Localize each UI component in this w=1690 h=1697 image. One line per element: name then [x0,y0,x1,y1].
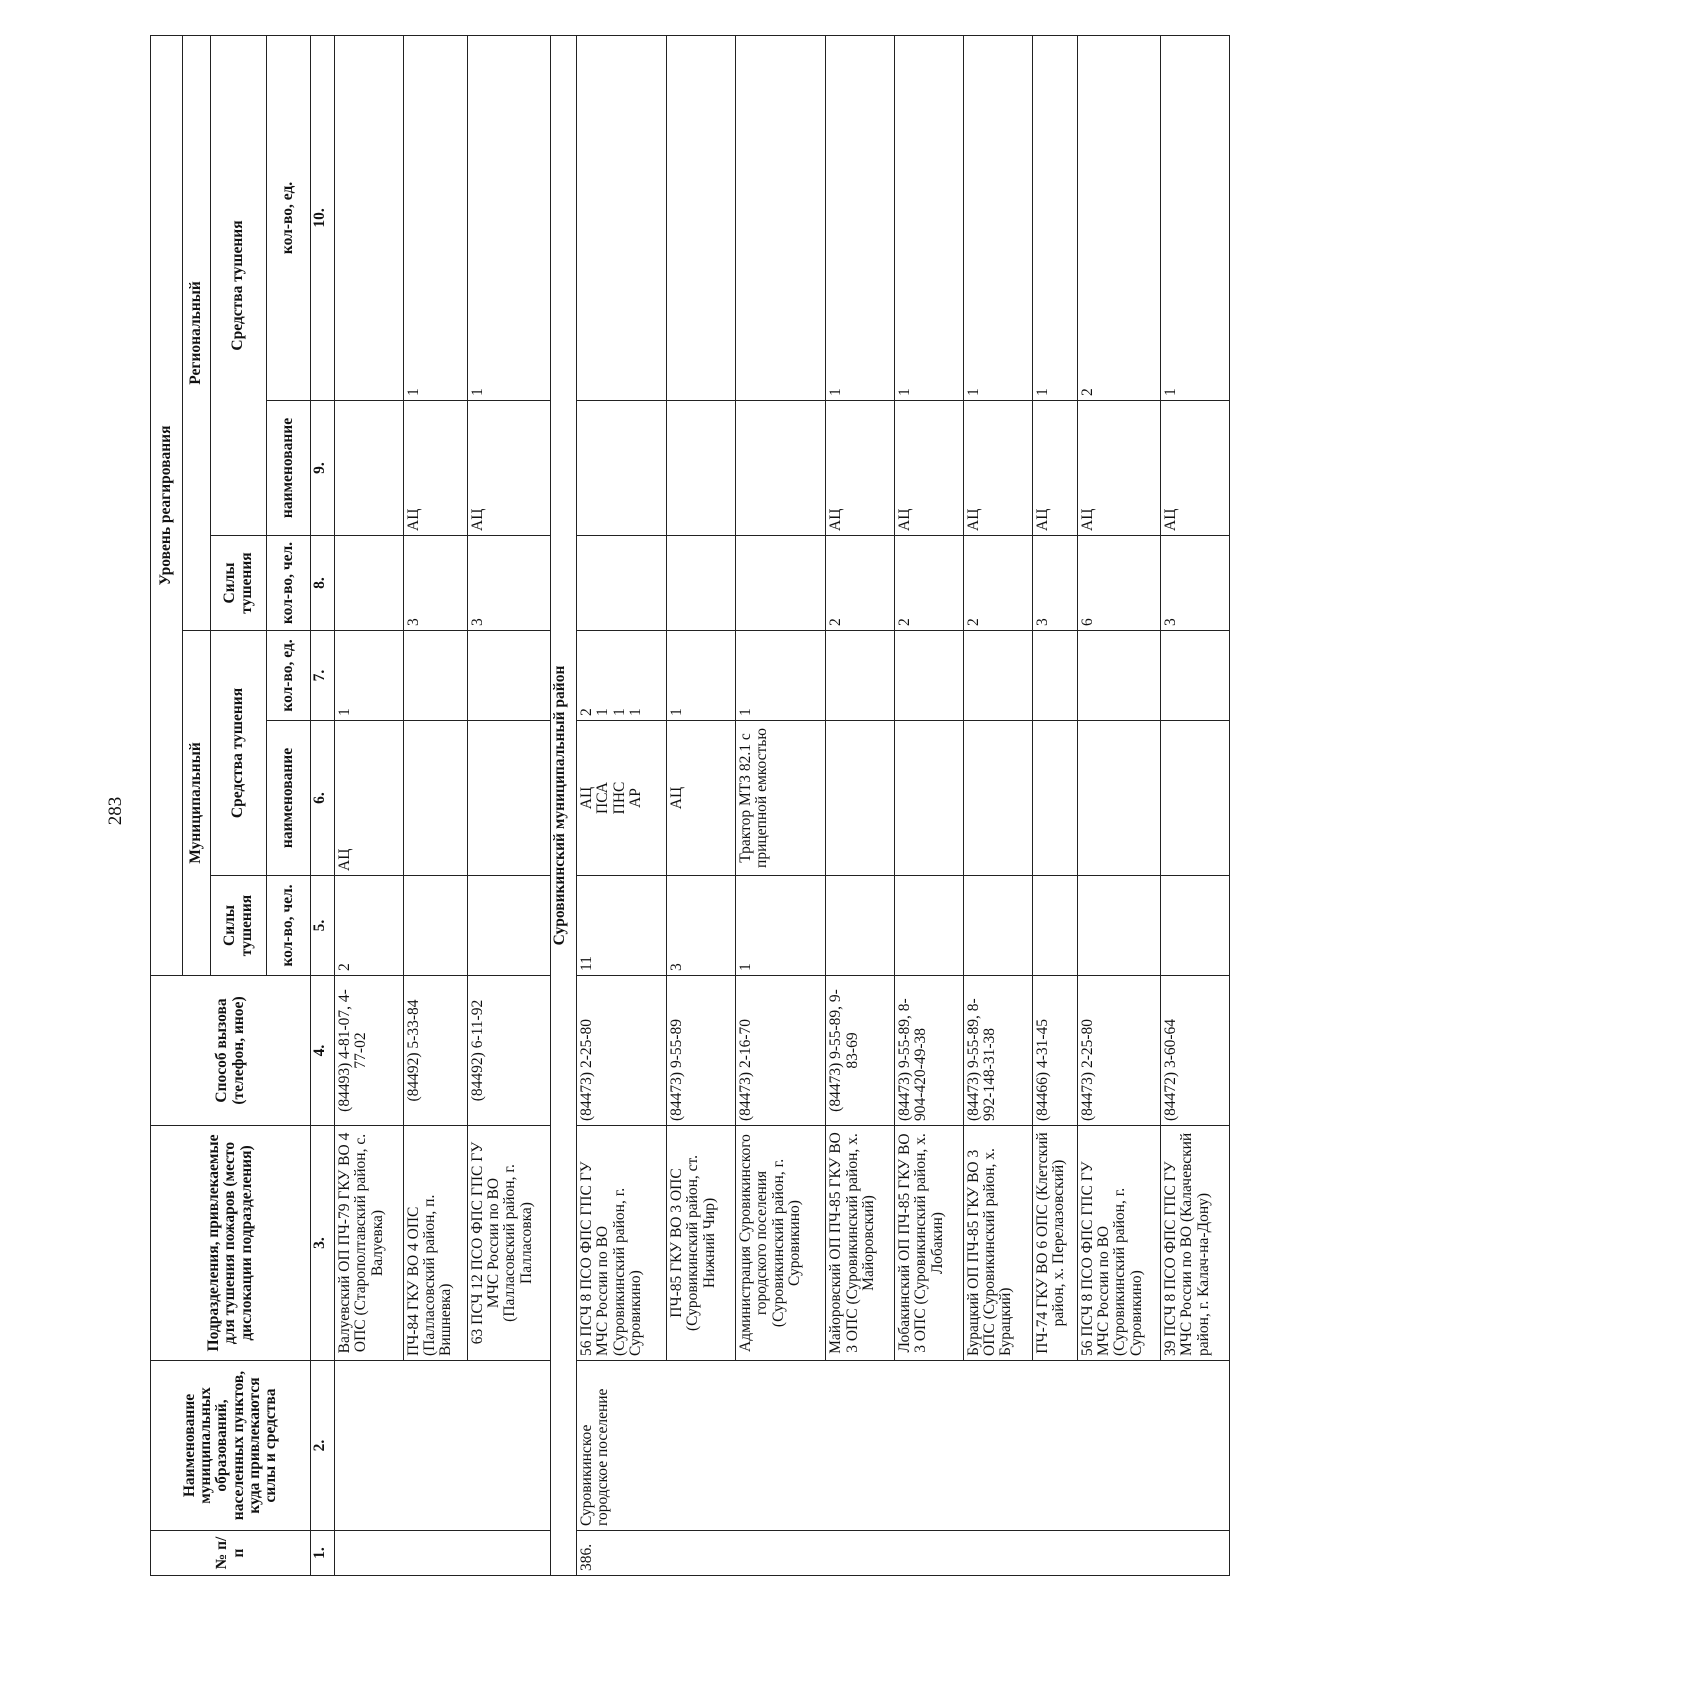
cell-m-name [1077,721,1160,876]
cell-m-forces [403,876,467,976]
cell-m-name [895,721,964,876]
cell-r-name: АЦ [963,401,1032,536]
table-row [826,35,895,1575]
cell-m-name: АЦ [667,721,736,876]
table-row [335,35,404,1575]
section-title: Суровикинский муниципальный район [550,35,576,1575]
entry-municipality: Суровикинское городское поселение [576,1361,1229,1531]
cell-num [335,1531,551,1576]
cell-m-name [467,721,550,876]
header-qty-units: кол-во, ед. [267,631,311,721]
cell-r-qty [335,35,404,400]
cell-m-qty [1032,631,1077,721]
header-regional: Региональный [183,35,211,630]
cell-m-name: Трактор МТЗ 82.1 с прицепной емкостью [736,721,826,876]
cell-unit: ПЧ-85 ГКУ ВО 3 ОПС (Суровикинский район, ст. Нижний Чир) [667,1126,736,1361]
header-regional-forces: Силы тушения [211,536,267,631]
header-qty-people: кол-во, чел. [267,876,311,976]
cell-m-forces: 1 [736,876,826,976]
col-number: 1. [311,1531,335,1576]
header-municipal: Муниципальный [183,631,211,976]
cell-r-name: АЦ [1077,401,1160,536]
cell-unit: ПЧ-74 ГКУ ВО 6 ОПС (Клетский район, х. Перелазовский) [1032,1126,1077,1361]
table-row [1077,35,1160,1575]
table-row [467,35,550,1575]
cell-r-name: АЦ [826,401,895,536]
cell-r-forces: 6 [1077,536,1160,631]
header-response-level: Уровень реагирования [151,35,183,975]
header-municipality: Наименование муниципальных образований, населенных пунктов, куда привлекаются силы и средства [151,1361,311,1531]
cell-unit: 63 ПСЧ 12 ПСО ФПС ГПС ГУ МЧС России по ВО (Палласовский район, г. Палласовка) [467,1126,550,1361]
cell-m-name: АЦ ПСА ПНС АР [576,721,666,876]
cell-m-name [1161,721,1230,876]
cell-m-name: АЦ [335,721,404,876]
cell-r-name [335,401,404,536]
cell-r-qty: 1 [1161,35,1230,400]
cell-m-forces [1077,876,1160,976]
cell-r-qty [576,35,666,400]
cell-m-qty: 1 [667,631,736,721]
cell-m-forces [963,876,1032,976]
cell-r-qty: 2 [1077,35,1160,400]
cell-m-forces [1032,876,1077,976]
cell-m-forces [826,876,895,976]
cell-r-name: АЦ [1161,401,1230,536]
cell-call: (84473) 2-25-80 [1077,976,1160,1126]
header-name: наименование [267,721,311,876]
table-row [1161,35,1230,1575]
cell-r-qty [736,35,826,400]
header-municipal-forces: Силы тушения [211,876,267,976]
header-municipal-means: Средства тушения [211,631,267,876]
cell-call: (84473) 9-55-89, 8-992-148-31-38 [963,976,1032,1126]
table-row [963,35,1032,1575]
cell-r-forces [667,536,736,631]
col-number: 5. [311,876,335,976]
cell-r-qty: 1 [826,35,895,400]
table-row [576,35,666,1575]
cell-call: (84473) 9-55-89, 9-83-69 [826,976,895,1126]
cell-r-forces: 2 [895,536,964,631]
header-num: № п/п [151,1531,311,1576]
cell-m-qty [826,631,895,721]
cell-m-name [826,721,895,876]
cell-call: (84492) 5-33-84 [403,976,467,1126]
cell-municipality [335,1361,551,1531]
header-qty-units: кол-во, ед. [267,35,311,400]
cell-r-name [576,401,666,536]
cell-m-qty: 2 1 1 1 [576,631,666,721]
cell-m-forces [1161,876,1230,976]
cell-m-qty [963,631,1032,721]
cell-m-forces [895,876,964,976]
cell-r-name [736,401,826,536]
cell-call: (84472) 3-60-64 [1161,976,1230,1126]
table-row [1032,35,1077,1575]
cell-r-forces: 3 [467,536,550,631]
header-regional-means: Средства тушения [211,35,267,535]
cell-unit: Администрация Суровикинского городского поселения (Суровикинский район, г. Суровикино) [736,1126,826,1361]
table-row [895,35,964,1575]
cell-m-qty [403,631,467,721]
cell-m-qty [1077,631,1160,721]
cell-r-forces: 2 [826,536,895,631]
cell-unit: 56 ПСЧ 8 ПСО ФПС ГПС ГУ МЧС России по ВО (Суровикинский район, г. Суровикино) [1077,1126,1160,1361]
cell-r-name: АЦ [895,401,964,536]
entry-num: 386. [576,1531,1229,1576]
cell-r-qty: 1 [1032,35,1077,400]
col-number: 10. [311,35,335,400]
cell-r-forces: 3 [1161,536,1230,631]
cell-unit: 39 ПСЧ 8 ПСО ФПС ГПС ГУ МЧС России по ВО (Калачевский район, г. Калач-на-Дону) [1161,1126,1230,1361]
col-number: 8. [311,536,335,631]
table-row [403,35,467,1575]
cell-unit: 56 ПСЧ 8 ПСО ФПС ГПС ГУ МЧС России по ВО (Суровикинский район, г. Суровикино) [576,1126,666,1361]
cell-call: (84466) 4-31-45 [1032,976,1077,1126]
col-number: 3. [311,1126,335,1361]
table-row [667,35,736,1575]
cell-unit: Бурацкий ОП ПЧ-85 ГКУ ВО 3 ОПС (Суровикинский район, х. Бурацкий) [963,1126,1032,1361]
document-table-area [150,36,1690,1571]
rotated-table [150,36,1230,1576]
header-name: наименование [267,401,311,536]
cell-r-name: АЦ [403,401,467,536]
header-units: Подразделения, привлекаемые для тушения пожаров (место дислокации подразделения) [151,1126,311,1361]
cell-call: (84492) 6-11-92 [467,976,550,1126]
cell-call: (84473) 2-16-70 [736,976,826,1126]
cell-r-forces: 2 [963,536,1032,631]
cell-r-qty: 1 [403,35,467,400]
cell-call: (84493) 4-81-07, 4-77-02 [335,976,404,1126]
cell-r-qty [667,35,736,400]
cell-r-forces [736,536,826,631]
cell-m-forces: 11 [576,876,666,976]
col-number: 7. [311,631,335,721]
cell-r-forces [576,536,666,631]
cell-r-forces [335,536,404,631]
header-qty-people: кол-во, чел. [267,536,311,631]
cell-m-forces [467,876,550,976]
cell-m-name [963,721,1032,876]
cell-m-qty: 1 [335,631,404,721]
cell-r-qty: 1 [467,35,550,400]
cell-m-name [1032,721,1077,876]
cell-r-qty: 1 [895,35,964,400]
cell-m-name [403,721,467,876]
cell-m-forces: 3 [667,876,736,976]
cell-r-forces: 3 [1032,536,1077,631]
col-number: 2. [311,1361,335,1531]
col-number: 4. [311,976,335,1126]
cell-m-qty: 1 [736,631,826,721]
cell-call: (84473) 2-25-80 [576,976,666,1126]
cell-m-qty [467,631,550,721]
header-call: Способ вызова (телефон, иное) [151,976,311,1126]
cell-unit: Лобакинский ОП ПЧ-85 ГКУ ВО 3 ОПС (Суровикинский район, х. Лобакин) [895,1126,964,1361]
cell-unit: Валуевский ОП ПЧ-79 ГКУ ВО 4 ОПС (Старополтавский район, с. Валуевка) [335,1126,404,1361]
table-row [736,35,826,1575]
cell-r-name [667,401,736,536]
cell-r-qty: 1 [963,35,1032,400]
cell-unit: Майоровский ОП ПЧ-85 ГКУ ВО 3 ОПС (Суровикинский район, х. Майоровский) [826,1126,895,1361]
cell-r-name: АЦ [467,401,550,536]
cell-m-qty [895,631,964,721]
cell-call: (84473) 9-55-89 [667,976,736,1126]
cell-r-forces: 3 [403,536,467,631]
cell-m-qty [1161,631,1230,721]
response-table [150,35,1230,1576]
cell-unit: ПЧ-84 ГКУ ВО 4 ОПС (Палласовский район, п. Вишневка) [403,1126,467,1361]
col-number: 9. [311,401,335,536]
cell-call: (84473) 9-55-89, 8-904-420-49-38 [895,976,964,1126]
col-number: 6. [311,721,335,876]
cell-r-name: АЦ [1032,401,1077,536]
page-number: 283 [105,796,126,826]
cell-m-forces: 2 [335,876,404,976]
